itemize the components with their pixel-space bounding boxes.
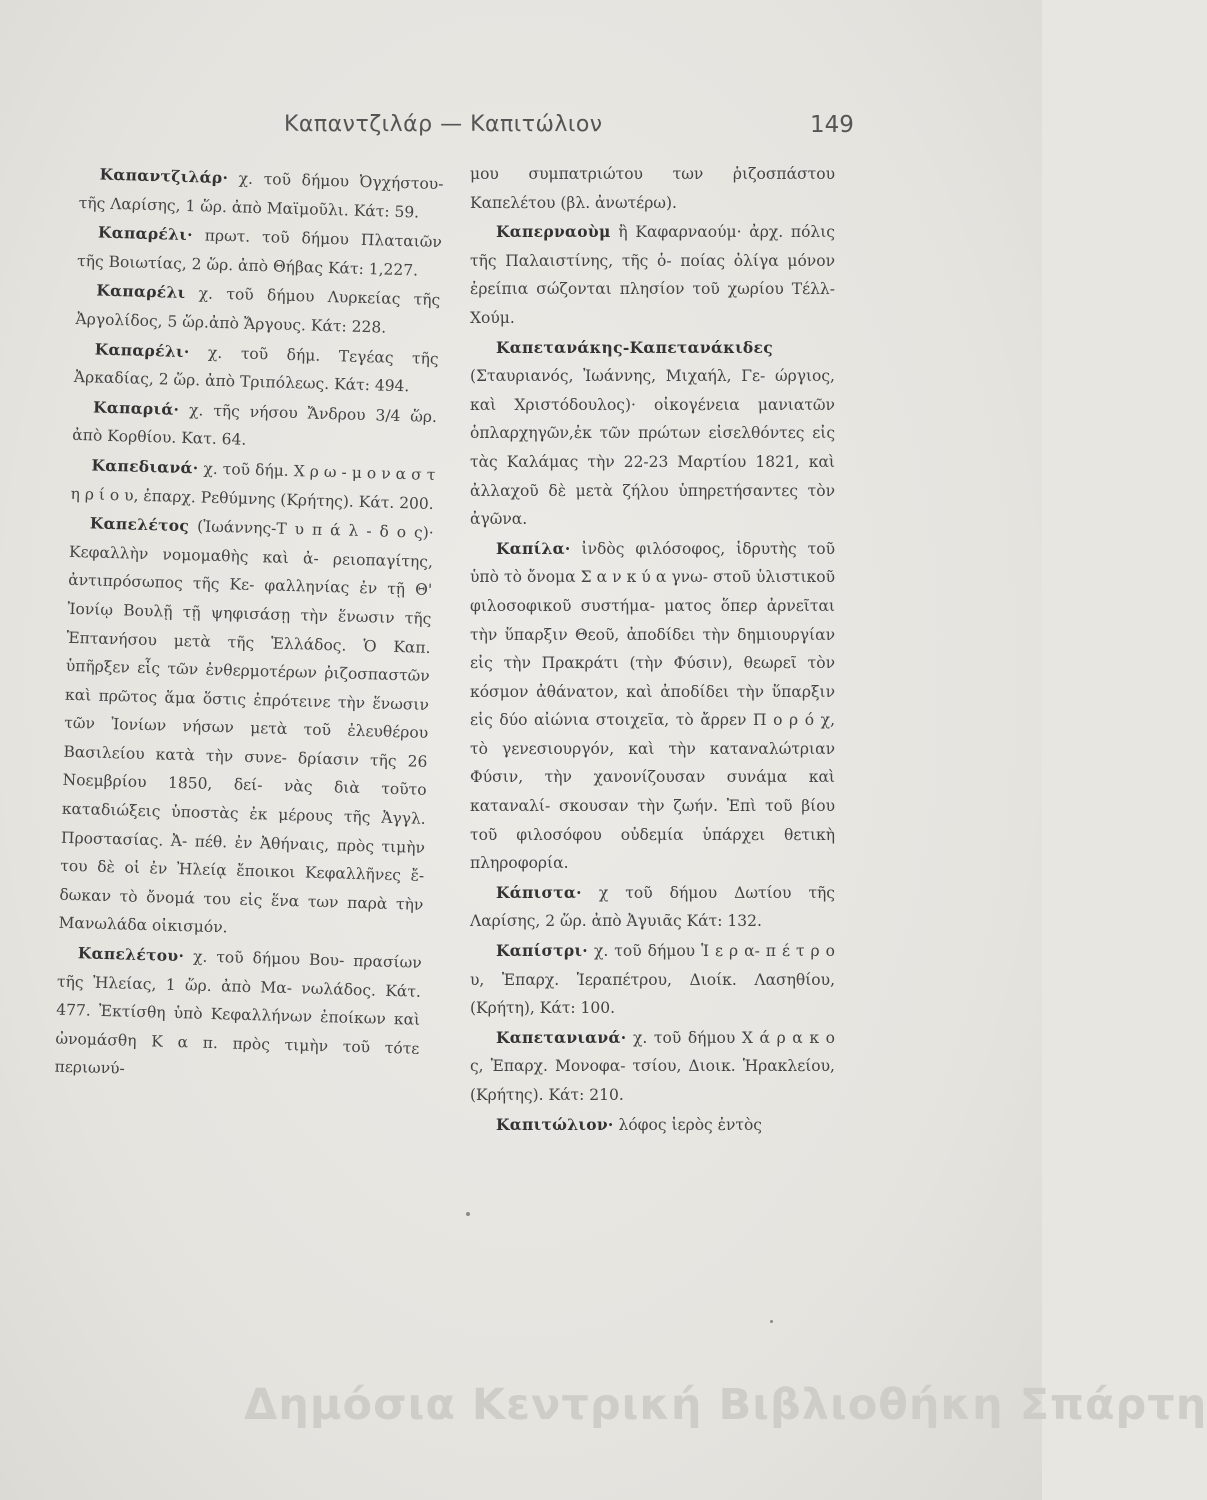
entry-headword: Κάπιστα· xyxy=(496,882,582,902)
dictionary-entry xyxy=(72,393,437,460)
dictionary-entry xyxy=(470,334,835,534)
dictionary-entry xyxy=(470,218,835,332)
header-title: Καπαντζιλάρ — Καπιτώλιον xyxy=(284,112,603,137)
entry-text: (Ἰωάννης-Τ υ π ά λ - δ ο ς)· Κεφαλλὴν νομομαθὴς καὶ ἀ- ρειοπαγίτης, ἀντιπρόσωπος τῆς Κε- φαλληνίας ἐν τῇ Θ' Ἰονίῳ Βουλῇ τῇ ψηφισάσῃ τὴν ἕνωσιν τῆς Ἑπτανήσου μετὰ τῆς Ἑλλάδος. Ὁ Καπ. ὑπῆρξεν εἷς τῶν ἐνθερμοτέρων ῥιζοσπαστῶν καὶ πρῶτος ἅμα ὅστις ἐπρότεινε τὴν ἕνωσιν τῶν Ἰονίων νήσων μετὰ τοῦ ἐλευθέρου Βασιλείου κατὰ τὴν συνε- δρίασιν τῆς 26 Νοεμβρίου 1850, δεί- νὰς διὰ τοῦτο καταδιώξεις ὑποστὰς ἐκ μέρους τῆς Ἀγγλ. Προστασίας. Ἀ- πέθ. ἐν Ἀθήναις, πρὸς τιμὴν του δὲ οἱ ἐν Ἠλείᾳ ἔποικοι Κεφαλλῆνες ἔ- δωκαν τὸ ὄνομά του εἰς ἕνα των παρὰ τὴν Μανωλάδα οἰκισμόν. xyxy=(58,517,434,937)
entry-text: ἢ Καφαρναούμ· ἀρχ. πόλις τῆς Παλαιστίνης, τῆς ὁ- ποίας ὀλίγα μόνον ἐρείπια σώζονται πλησίον τοῦ χωρίου Τέλλ-Χούμ. xyxy=(470,223,835,327)
right-column xyxy=(470,160,835,1140)
entry-headword: Καπαρέλι· xyxy=(97,222,194,245)
entry-text: χ. τοῦ δήμου Λυρκείας τῆς Ἀργολίδος, 5 ὥρ.ἀπὸ Ἄργους. Κάτ: 228. xyxy=(75,284,441,337)
entry-text: ἰνδὸς φιλόσοφος, ἱδρυτὴς τοῦ ὑπὸ τὸ ὄνομα Σ α ν κ ύ α γνω- στοῦ ὑλιστικοῦ φιλοσοφικοῦ συστήμα- ματος ὅπερ ἀρνεῖται τὴν ὕπαρξιν Θεοῦ, ἀποδίδει τὴν δημιουργίαν εἰς τὴν Πρακράτι (τὴν Φύσιν), θεωρεῖ τὸν κόσμον ἀθάνατον, καὶ ἀποδίδει τὴν ὕπαρξιν εἰς δύο αἰώνια στοιχεῖα, τὸ ἄρρεν Π ο ρ ό χ, τὸ γενεσιουργόν, καὶ τὴν καταναλώτριαν Φύσιν, τὴν χανονίζουσαν συνάμα καὶ καταναλί- σκουσαν τὴν ζωήν. Ἐπὶ τοῦ βίου τοῦ φιλοσόφου οὐδεμία ὑπάρχει θετικὴ πληροφορία. xyxy=(470,539,835,873)
entry-text: χ. τῆς νήσου Ἄνδρου 3/4 ὥρ. ἀπὸ Κορθίου. Κατ. 64. xyxy=(72,400,438,450)
page-number: 149 xyxy=(810,112,854,138)
dictionary-entry xyxy=(58,509,434,948)
left-column xyxy=(54,160,444,1093)
entry-headword: Καπιτώλιον· xyxy=(496,1114,614,1134)
entry-headword: Καπετανιανά· xyxy=(496,1027,627,1047)
entry-text: πρωτ. τοῦ δήμου Πλαταιῶν τῆς Βοιωτίας, 2 ὥρ. ἀπὸ Θήβας Κάτ: 1,227. xyxy=(76,226,443,280)
entry-headword: Καπίλα· xyxy=(496,538,571,558)
entry-text: χ τοῦ δήμου Δωτίου τῆς Λαρίσης, 2 ὥρ. ἀπὸ Ἀγυιᾶς Κάτ: 132. xyxy=(470,883,835,931)
entry-text: χ. τοῦ δήμ. Χ ρ ω - μ ο ν α σ τ η ρ ί ο υ, ἐπαρχ. Ρεθύμνης (Κρήτης). Κάτ. 200. xyxy=(70,459,436,513)
entry-text: χ. τοῦ δήμου Ὀγχήστου- τῆς Λαρίσης, 1 ὥρ. ἀπὸ Μαϊμοῦλι. Κάτ: 59. xyxy=(78,169,444,222)
dictionary-entry xyxy=(470,1024,835,1110)
entry-headword: Καπεδιανά· xyxy=(91,455,199,478)
entry-headword: Καπαριά· xyxy=(92,397,180,419)
dictionary-entry xyxy=(470,937,835,1023)
entry-text: μου συμπατριώτου των ῥιζοσπάστου Καπελέτου (βλ. ἀνωτέρω). xyxy=(470,165,835,212)
entry-text: χ. τοῦ δήμου Ἱ ε ρ α- π έ τ ρ ο υ, Ἐπαρχ. Ἱεραπέτρου, Διοίκ. Λασηθίου, (Κρήτη), Κάτ: 100. xyxy=(470,942,835,1018)
entry-text: χ. τοῦ δήμου Χ ά ρ α κ ο ς, Ἐπαρχ. Μονοφα- τσίου, Διοικ. Ἡρακλείου, (Κρήτης). Κάτ: 210. xyxy=(470,1028,835,1104)
paper-speck xyxy=(770,1320,773,1323)
running-header xyxy=(0,112,1042,152)
entry-headword: Καπαντζιλάρ· xyxy=(99,164,229,188)
dictionary-entry xyxy=(70,451,435,518)
entry-text: χ. τοῦ δήμ. Τεγέας τῆς Ἀρκαδίας, 2 ὥρ. ἀπὸ Τριπόλεως. Κάτ: 494. xyxy=(73,342,439,396)
dictionary-entry xyxy=(470,1111,835,1140)
dictionary-entry xyxy=(54,939,422,1092)
entry-headword: Καπαρέλι· xyxy=(94,339,190,361)
entry-text: λόφος ἱερὸς ἐντὸς xyxy=(613,1115,762,1134)
entry-headword: Καπετανάκης-Καπετανάκιδες xyxy=(496,337,773,357)
entry-headword: Καπελέτος xyxy=(89,513,190,536)
entry-headword: Καπελέτου· xyxy=(77,943,185,966)
entry-headword: Καπίστρι· xyxy=(496,941,589,961)
dictionary-entry-continuation xyxy=(470,160,835,217)
paper-speck xyxy=(466,1212,470,1216)
entry-text: χ. τοῦ δήμου Βου- πρασίων τῆς Ἠλείας, 1 ὥρ. ἀπὸ Μα- νωλάδος. Κάτ. 477. Ἐκτίσθη ὑπὸ Κεφαλλήνων ἐποίκων καὶ ὠνομάσθη Κ α π. πρὸς τιμὴν τοῦ τότε περιωνύ- xyxy=(54,947,422,1079)
dictionary-entry xyxy=(470,535,835,878)
dictionary-entry xyxy=(78,160,443,227)
dictionary-entry xyxy=(470,879,835,936)
entry-headword: Καπαρέλι xyxy=(96,280,186,303)
dictionary-entry xyxy=(74,334,439,401)
dictionary-entry xyxy=(75,276,440,343)
entry-headword: Καπερναοὺμ xyxy=(496,222,611,242)
entry-text: (Σταυριανός, Ἰωάννης, Μιχαήλ, Γε- ώργιος, καὶ Χριστόδουλος)· οἰκογένεια μανιατῶν ὁπλαρχηγῶν,ἐκ τῶν πρώτων εἰσελθόντες εἰς τὰς Καλάμας τὴν 22-23 Μαρτίου 1821, καὶ ἀλλαχοῦ δὲ μετὰ ζήλου ὑπηρετήσαντες τὸν ἀγῶνα. xyxy=(470,367,835,529)
dictionary-entry xyxy=(77,218,442,285)
library-watermark: Δημόσια Κεντρική Βιβλιοθήκη Σπάρτη xyxy=(244,1380,1207,1430)
